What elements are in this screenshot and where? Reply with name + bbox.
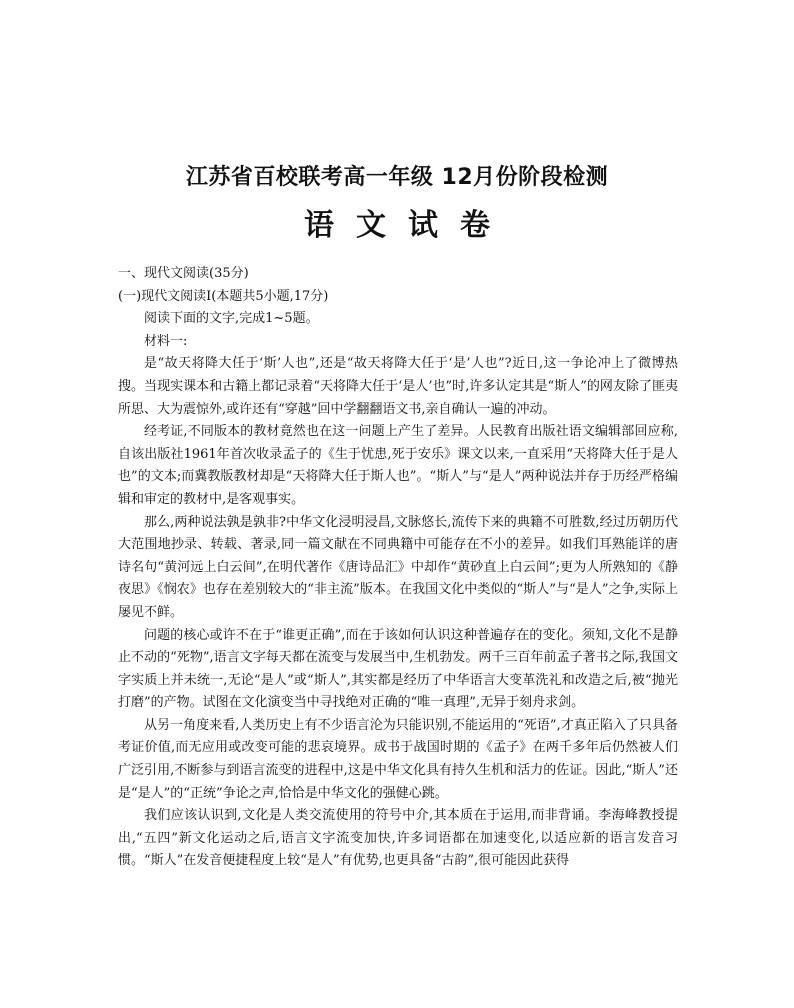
paragraph: 问题的核心或许不在于“谁更正确”,而在于该如何认识这种普遍存在的变化。须知,文化不是静止不动的“死物”,语言文字每天都在流变与发展当中,生机勃发。两千三百年前孟子著书之际,我国文字实质上并未统一,无论“是人”或“斯人”,其实都是经历了中华语言大变革洗礼和改造之后,被“抛光打磨”的产物。试图在文化演变当中寻找绝对正确的“唯一真理”,无异于刻舟求剑。 [118, 627, 678, 711]
subject-title: 语文试卷 [304, 208, 512, 243]
paragraph: 那么,两种说法孰是孰非?中华文化浸明浸昌,文脉悠长,流传下来的典籍不可胜数,经过历朝历代大范围地抄录、转载、著录,同一篇文献在不同典籍中可能存在不小的差异。如我们耳熟能详的唐诗名句“黄河远上白云间”,在明代著作《唐诗品汇》中却作“黄砂直上白云间”;更为人所熟知的《静夜思》《悯农》也存在差别较大的“非主流”版本。在我国文化中类似的“斯人”与“是人”之争,实际上屡见不鲜。 [118, 514, 678, 620]
section-heading: 一、现代文阅读(35分) [118, 266, 249, 281]
section-subheading: (一)现代文阅读Ⅰ(本题共5小题,17分) [118, 288, 329, 304]
paragraph: 我们应该认识到,文化是人类交流使用的符号中介,其本质在于运用,而非背诵。李海峰教授提出,“五四”新文化运动之后,语言文字流变加快,许多词语都在加速变化,以适应新的语言发音习惯。“斯人”在发音便捷程度上较“是人”有优势,也更具备“古韵”,很可能因此获得 [118, 808, 678, 869]
paragraph: 从另一角度来看,人类历史上有不少语言沦为只能识别,不能运用的“死语”,才真正陷入了只具备考证价值,而无应用或改变可能的悲哀境界。成书于战国时期的《孟子》在两千多年后仍然被人们广泛引用,不断参与到语言流变的进程中,这是中华文化具有持久生机和活力的佐证。因此,“斯人”还是“是人”的“正统”争论之声,恰恰是中华文化的强健心跳。 [118, 717, 678, 801]
material-label: 材料一: [144, 333, 188, 349]
reading-instruction: 阅读下面的文字,完成1~5题。 [144, 311, 319, 327]
paragraph: 经考证,不同版本的教材竟然也在这一问题上产生了差异。人民教育出版社语文编辑部回应称,自该出版社1961年首次收录孟子的《生于忧患,死于安乐》课文以来,一直采用“天将降大任于是人也”的文本;而冀教版教材却是“天将降大任于斯人也”。“斯人”与“是人”两种说法并存于历经严格编辑和审定的教材中,是客观事实。 [118, 424, 678, 507]
paragraph: 是“故天将降大任于‘斯’人也”,还是“故天将降大任于‘是’人也”?近日,这一争论冲上了微博热搜。当现实课本和古籍上都记录着“天将降大任于‘是人’也”时,许多认定其是“斯人”的网友除了匪夷所思、大为震惊外,或许还有“穿越”回中学翻翻语文书,亲自确认一遍的冲动。 [118, 356, 678, 417]
exam-title: 江苏省百校联考高一年级 12月份阶段检测 [185, 165, 609, 190]
exam-content [118, 263, 678, 873]
